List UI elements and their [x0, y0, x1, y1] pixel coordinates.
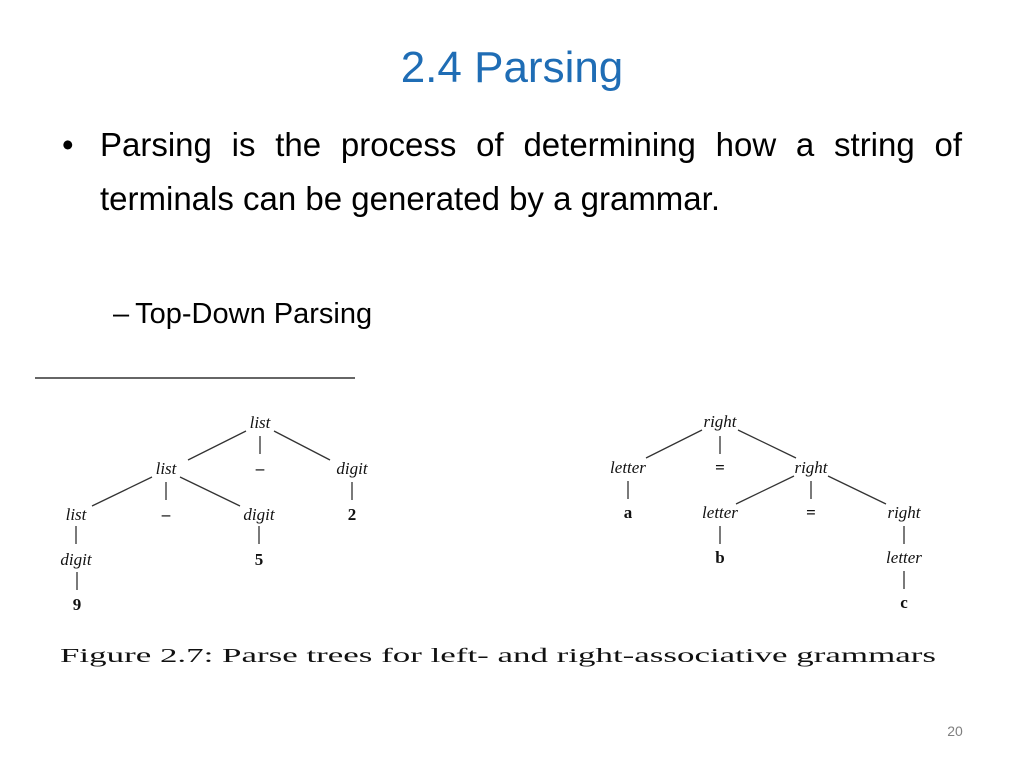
node-minus: –	[161, 505, 171, 524]
node-letter: letter	[702, 503, 738, 522]
node-nine: 9	[72, 595, 82, 614]
bullet-marker: •	[62, 126, 74, 163]
page-number: 20	[947, 723, 963, 739]
node-list: list	[65, 505, 87, 524]
node-letter: letter	[886, 548, 922, 567]
node-c: c	[900, 593, 908, 612]
node-two: 2	[347, 505, 357, 524]
parse-tree-figure	[30, 370, 980, 680]
node-letter: letter	[610, 458, 646, 477]
node-equals: =	[715, 458, 725, 477]
node-minus: –	[255, 459, 265, 478]
node-equals: =	[806, 503, 816, 522]
sub-bullet-text: Top-Down Parsing	[135, 298, 373, 330]
node-b: b	[715, 548, 725, 567]
node-digit: digit	[336, 459, 368, 478]
node-right-root: right	[703, 412, 737, 431]
left-tree	[60, 413, 368, 614]
node-right: right	[887, 503, 921, 522]
node-list-root: list	[249, 413, 271, 432]
bullet-text: Parsing is the process of determining how a string of terminals can be generated by a grammar.	[100, 126, 962, 217]
left-tree-edges	[76, 431, 352, 590]
node-five: 5	[254, 550, 264, 569]
node-right: right	[794, 458, 828, 477]
node-list: list	[155, 459, 177, 478]
sub-bullet-item	[113, 292, 372, 336]
right-tree	[610, 412, 922, 612]
parse-tree-svg	[30, 370, 980, 680]
right-tree-edges	[628, 430, 904, 589]
sub-bullet-marker: –	[113, 298, 130, 330]
node-digit: digit	[60, 550, 92, 569]
figure-caption: Figure 2.7: Parse trees for left- and right-associative grammars	[60, 645, 937, 667]
node-a: a	[623, 503, 633, 522]
slide-title: 2.4 Parsing	[400, 43, 624, 92]
node-digit: digit	[243, 505, 275, 524]
